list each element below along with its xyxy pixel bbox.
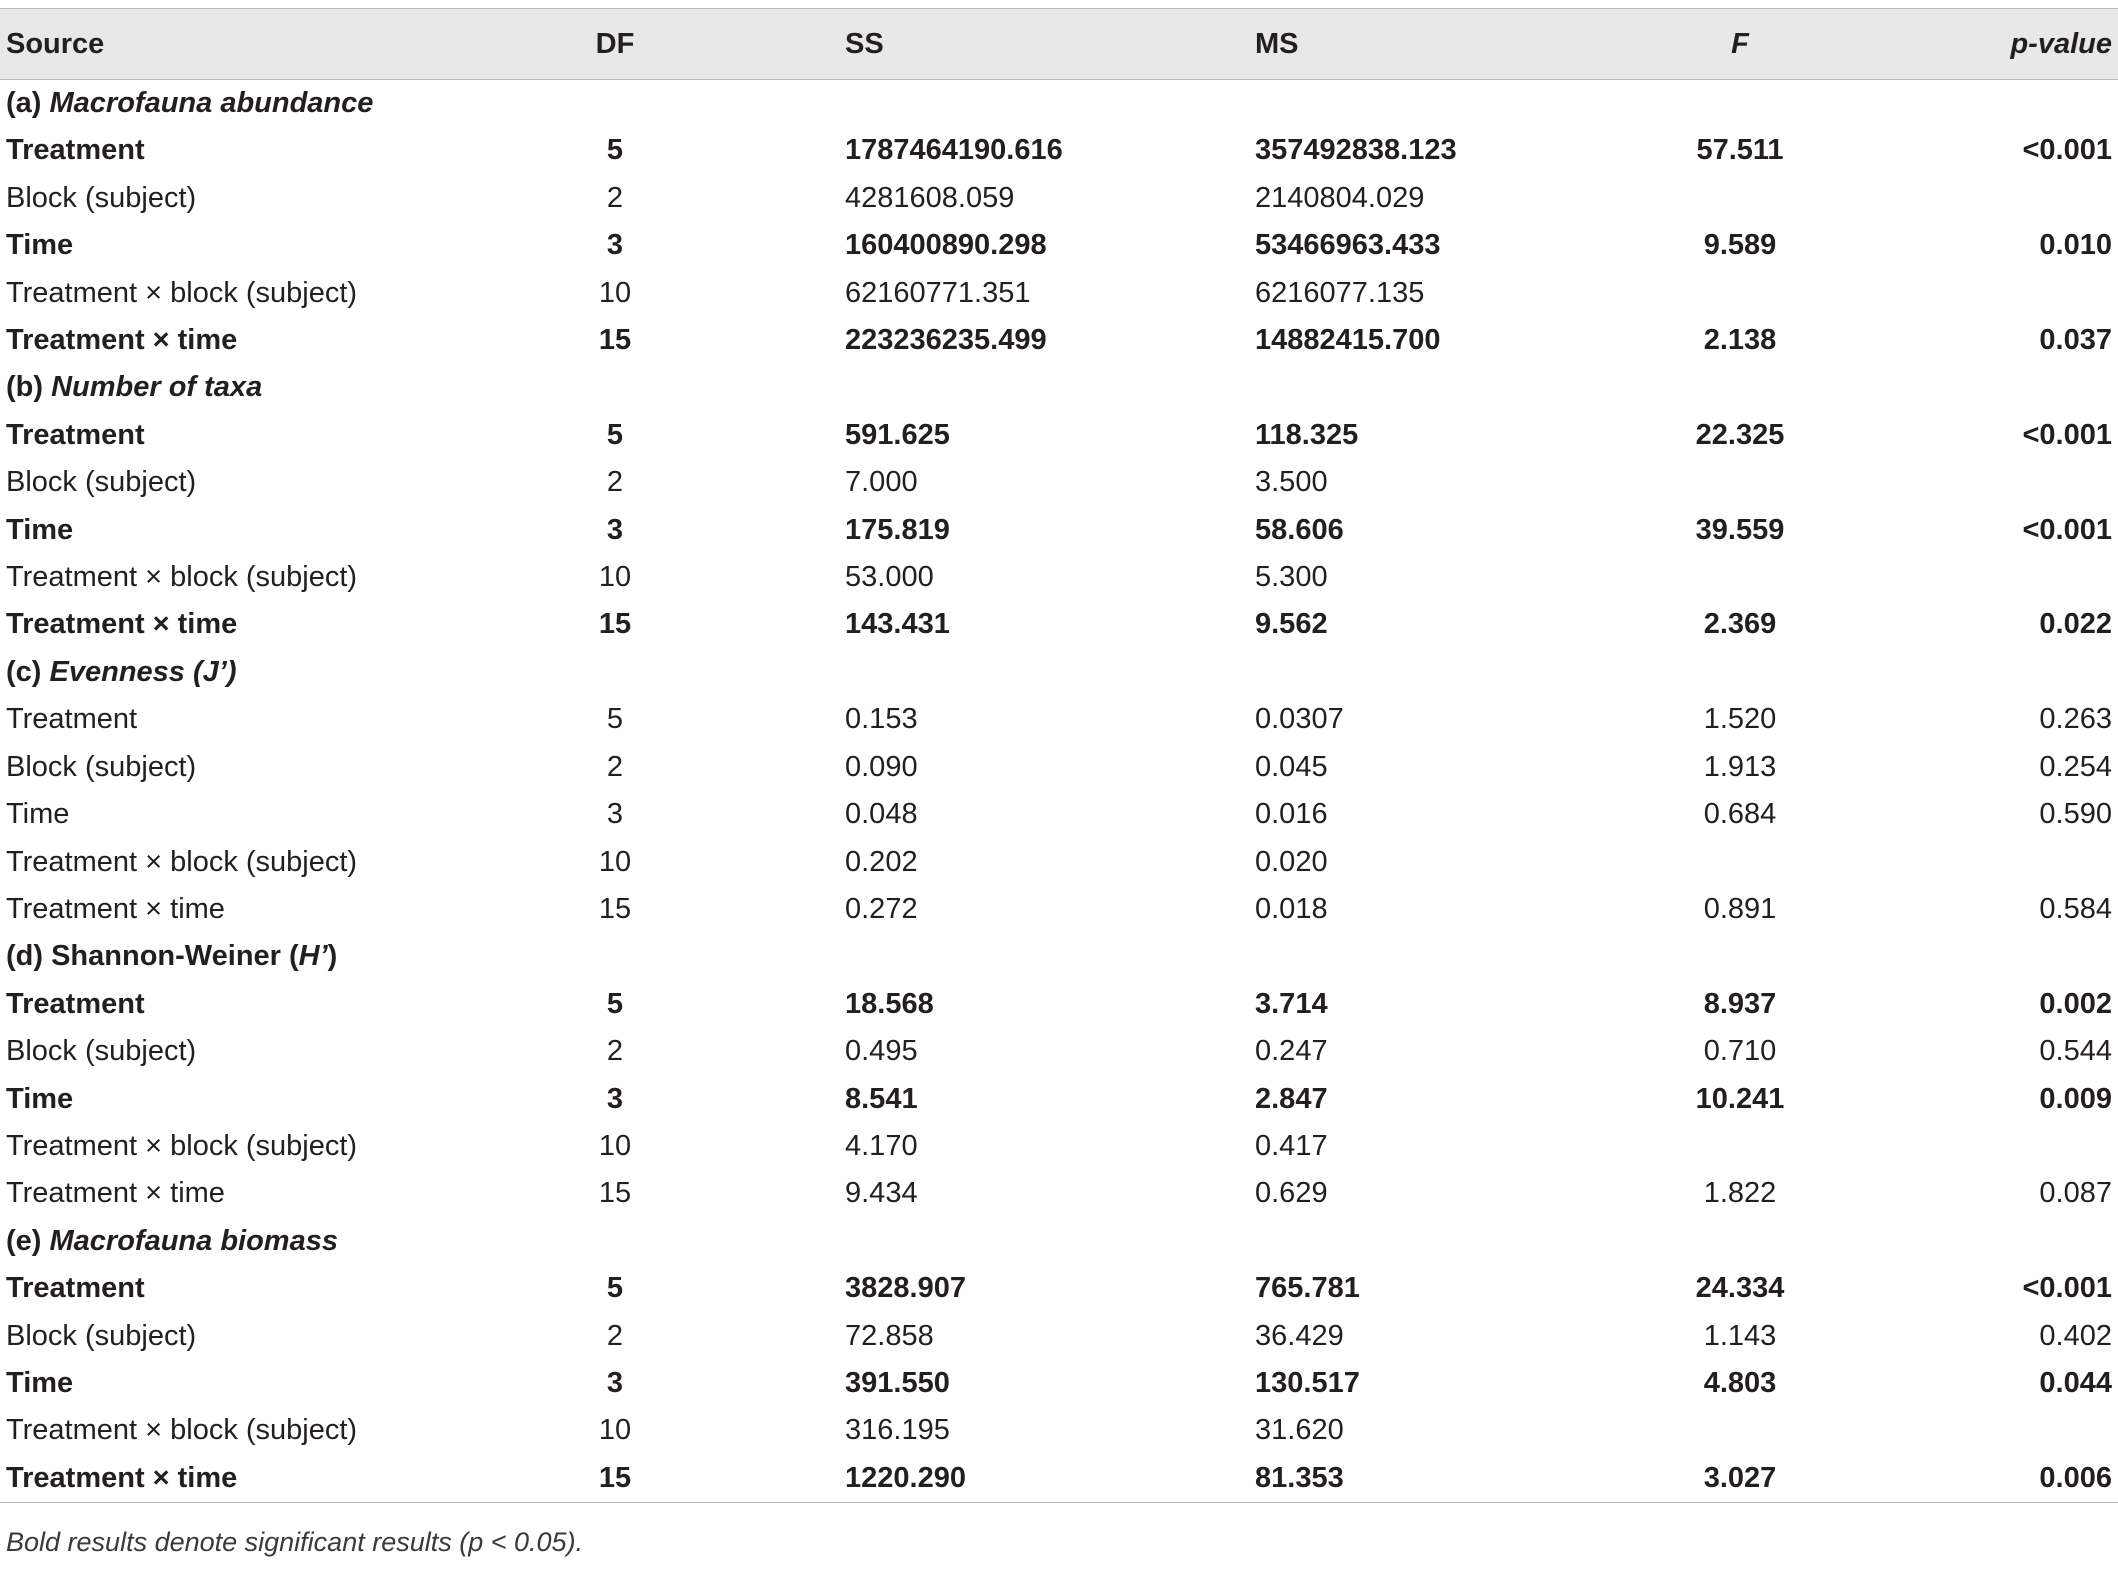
p-value-cell: 0.044 [2039,1366,2112,1399]
section-heading [0,1218,2118,1265]
source-cell: Time [6,229,74,262]
f-cell [1560,554,1920,601]
table-row [0,1265,2118,1312]
ms-cell: 0.417 [1255,1129,1328,1162]
f-cell: 10.241 [1695,1082,1785,1115]
f-cell: 0.891 [1703,892,1777,925]
df-cell: 5 [606,1272,624,1305]
f-cell [1560,175,1920,222]
p-value-cell [1920,1407,2118,1454]
source-cell: Treatment × time [6,892,225,925]
table-row [0,317,2118,364]
anova-table [0,8,2118,1503]
source-cell: Time [6,513,74,546]
header-df: DF [540,9,690,80]
ms-cell: 5.300 [1255,561,1328,594]
ms-cell: 31.620 [1255,1414,1344,1447]
p-value-cell [1920,1123,2118,1170]
p-value-cell [1920,839,2118,886]
ss-cell: 0.090 [845,750,918,783]
p-value-cell: 0.002 [2039,987,2112,1020]
ss-cell: 4281608.059 [845,181,1015,214]
df-cell: 2 [606,750,624,783]
ms-cell: 2.847 [1255,1082,1328,1115]
section-title: Number of taxa [51,371,263,404]
ms-cell: 0.045 [1255,750,1328,783]
ms-cell: 6216077.135 [1255,276,1425,309]
df-cell: 3 [606,798,624,831]
source-cell: Time [6,798,70,831]
f-cell: 1.822 [1703,1177,1777,1210]
header-ms: MS [1130,9,1560,80]
table-header [0,9,2118,80]
source-cell: Treatment [6,1272,145,1305]
ms-cell: 36.429 [1255,1319,1344,1352]
df-cell: 2 [606,181,624,214]
ms-cell: 9.562 [1255,608,1328,641]
p-value-cell: 0.590 [2039,798,2112,831]
p-value-cell: 0.087 [2039,1177,2112,1210]
p-value-cell: 0.544 [2039,1035,2112,1068]
ms-cell: 53466963.433 [1255,229,1441,262]
table-row [0,459,2118,506]
ss-cell: 175.819 [845,513,950,546]
f-cell: 1.520 [1703,703,1777,736]
header-source: Source [0,9,540,80]
ss-cell: 0.048 [845,798,918,831]
df-cell: 2 [606,1319,624,1352]
source-cell: Time [6,1082,74,1115]
df-cell: 3 [606,513,624,546]
table-row [0,1076,2118,1123]
p-value-cell: 0.037 [2039,324,2112,357]
p-value-cell: <0.001 [2022,1272,2112,1305]
ms-cell: 81.353 [1130,1455,1560,1503]
source-cell: Treatment × block (subject) [6,276,358,309]
f-cell: 9.589 [1703,229,1777,262]
p-value-cell: 0.254 [2039,750,2112,783]
p-value-cell: <0.001 [2022,418,2112,451]
df-cell: 3 [606,229,624,262]
df-cell: 5 [606,703,624,736]
section-heading-row [0,649,2118,696]
source-cell: Treatment × time [0,1455,540,1503]
p-value-cell: 0.009 [2039,1082,2112,1115]
ss-cell: 223236235.499 [845,324,1047,357]
ms-cell: 0.247 [1255,1035,1328,1068]
table-row [0,839,2118,886]
ss-cell: 62160771.351 [845,276,1031,309]
section-heading-row [0,364,2118,411]
section-heading [0,80,2118,128]
df-cell: 10 [598,276,632,309]
df-cell: 15 [598,324,632,357]
section-heading-row [0,933,2118,980]
ms-cell: 0.018 [1255,892,1328,925]
source-cell: Block (subject) [6,1035,197,1068]
ss-cell: 0.272 [845,892,918,925]
p-value-cell [1920,175,2118,222]
p-value-cell: 0.006 [1920,1455,2118,1503]
p-value-cell [1920,459,2118,506]
ss-cell: 143.431 [845,608,950,641]
table-row [0,1360,2118,1407]
df-cell: 10 [598,1129,632,1162]
df-cell: 15 [598,1177,632,1210]
df-cell: 10 [598,1414,632,1447]
ss-cell: 391.550 [845,1366,950,1399]
table-row [0,412,2118,459]
ss-cell: 0.495 [845,1035,918,1068]
source-cell: Time [6,1366,74,1399]
header-row [0,9,2118,80]
ms-cell: 3.714 [1255,987,1328,1020]
source-cell: Treatment × block (subject) [6,1414,358,1447]
table-row [0,1170,2118,1217]
table-row [0,1123,2118,1170]
p-value-cell: 0.402 [2039,1319,2112,1352]
source-cell: Block (subject) [6,750,197,783]
source-cell: Treatment × time [6,324,238,357]
table-row [0,601,2118,648]
p-value-cell: 0.584 [2039,892,2112,925]
ms-cell: 118.325 [1255,418,1359,451]
f-cell: 57.511 [1696,134,1784,167]
ss-cell: 0.153 [845,703,918,736]
source-cell: Block (subject) [6,466,197,499]
p-value-cell [1920,270,2118,317]
table-row [0,696,2118,743]
df-cell: 3 [606,1082,624,1115]
ss-cell: 1220.290 [690,1455,1130,1503]
section-title-suffix: ) [327,940,338,973]
f-cell [1560,270,1920,317]
source-cell: Treatment × time [6,1177,225,1210]
table-row [0,744,2118,791]
df-cell: 10 [598,845,632,878]
ms-cell: 14882415.700 [1255,324,1441,357]
f-cell: 1.143 [1703,1319,1777,1352]
df-cell: 5 [606,987,624,1020]
f-cell: 8.937 [1703,987,1777,1020]
f-cell [1560,1123,1920,1170]
ss-cell: 3828.907 [845,1272,966,1305]
p-value-cell: <0.001 [2022,134,2112,167]
f-cell: 39.559 [1695,513,1785,546]
ss-cell: 1787464190.616 [845,134,1063,167]
f-cell: 2.138 [1703,324,1777,357]
source-cell: Treatment × time [6,608,238,641]
ms-cell: 130.517 [1255,1366,1360,1399]
ss-cell: 8.541 [845,1082,918,1115]
ms-cell: 0.020 [1255,845,1328,878]
df-cell: 5 [606,418,624,451]
p-value-cell: 0.022 [2039,608,2112,641]
table-footnote: Bold results denote significant results (p < 0.05). [6,1527,584,1557]
source-cell: Treatment × block (subject) [6,561,358,594]
section-heading-row [0,1218,2118,1265]
table-row [0,886,2118,933]
ms-cell: 2140804.029 [1255,181,1425,214]
ms-cell: 765.781 [1255,1272,1360,1305]
ms-cell: 3.500 [1255,466,1328,499]
header-p-value: p-value [1920,9,2118,80]
df-cell: 2 [606,466,624,499]
ss-cell: 591.625 [845,418,950,451]
df-cell: 15 [598,608,632,641]
table-row [0,127,2118,174]
source-cell: Treatment [6,987,145,1020]
f-cell: 3.027 [1560,1455,1920,1503]
ss-cell: 4.170 [845,1129,918,1162]
section-prefix: (c) [6,655,50,688]
ss-cell: 72.858 [845,1319,934,1352]
f-cell: 24.334 [1695,1272,1785,1305]
df-cell: 3 [606,1366,624,1399]
table-row [0,981,2118,1028]
df-cell: 15 [540,1455,690,1503]
table-row [0,1407,2118,1454]
section-title: Macrofauna biomass [49,1224,338,1257]
header-ss: SS [690,9,1130,80]
section-heading-row [0,80,2118,128]
section-prefix: (a) [6,87,50,119]
f-cell [1560,459,1920,506]
p-value-cell: 0.010 [2039,229,2112,262]
header-f: F [1560,9,1920,80]
source-cell: Treatment [6,134,145,167]
source-cell: Block (subject) [6,181,197,214]
f-cell: 2.369 [1703,608,1777,641]
ss-cell: 7.000 [845,466,918,499]
table-row [0,222,2118,269]
df-cell: 5 [606,134,624,167]
ms-cell: 0.629 [1255,1177,1328,1210]
df-cell: 15 [598,892,632,925]
ss-cell: 18.568 [845,987,934,1020]
section-prefix: (b) [6,371,52,404]
f-cell: 22.325 [1695,418,1785,451]
ss-cell: 9.434 [845,1177,918,1210]
section-title: Evenness (J’) [49,655,237,688]
section-title: H’ [298,940,328,973]
f-cell: 4.803 [1703,1366,1777,1399]
source-cell: Treatment [6,703,138,736]
table-row [0,175,2118,222]
f-cell: 1.913 [1703,750,1777,783]
ss-cell: 53.000 [845,561,934,594]
p-value-cell [1920,554,2118,601]
ms-cell: 58.606 [1255,513,1344,546]
table-row [0,1455,2118,1503]
source-cell: Treatment [6,418,145,451]
table-row [0,791,2118,838]
df-cell: 10 [598,561,632,594]
table-row [0,1313,2118,1360]
source-cell: Block (subject) [6,1319,197,1352]
ms-cell: 0.016 [1255,798,1328,831]
f-cell [1560,1407,1920,1454]
section-heading [0,933,2118,980]
f-cell: 0.684 [1703,798,1777,831]
p-value-cell: <0.001 [2022,513,2112,546]
section-prefix: (e) [6,1224,50,1257]
f-cell [1560,839,1920,886]
table-row [0,554,2118,601]
anova-table-container [0,8,2118,1503]
table-row [0,507,2118,554]
ss-cell: 0.202 [845,845,918,878]
table-body [0,80,2118,1503]
table-row [0,270,2118,317]
ss-cell: 316.195 [845,1414,950,1447]
source-cell: Treatment × block (subject) [6,1129,358,1162]
f-cell: 0.710 [1703,1035,1777,1068]
ms-cell: 357492838.123 [1255,134,1457,167]
ss-cell: 160400890.298 [845,229,1047,262]
section-title: Macrofauna abundance [49,87,374,119]
table-row [0,1028,2118,1075]
section-heading [0,649,2118,696]
source-cell: Treatment × block (subject) [6,845,358,878]
section-heading [0,364,2118,411]
ms-cell: 0.0307 [1255,703,1344,736]
section-prefix: (d) Shannon-Weiner ( [6,940,299,973]
p-value-cell: 0.263 [2039,703,2112,736]
df-cell: 2 [606,1035,624,1068]
